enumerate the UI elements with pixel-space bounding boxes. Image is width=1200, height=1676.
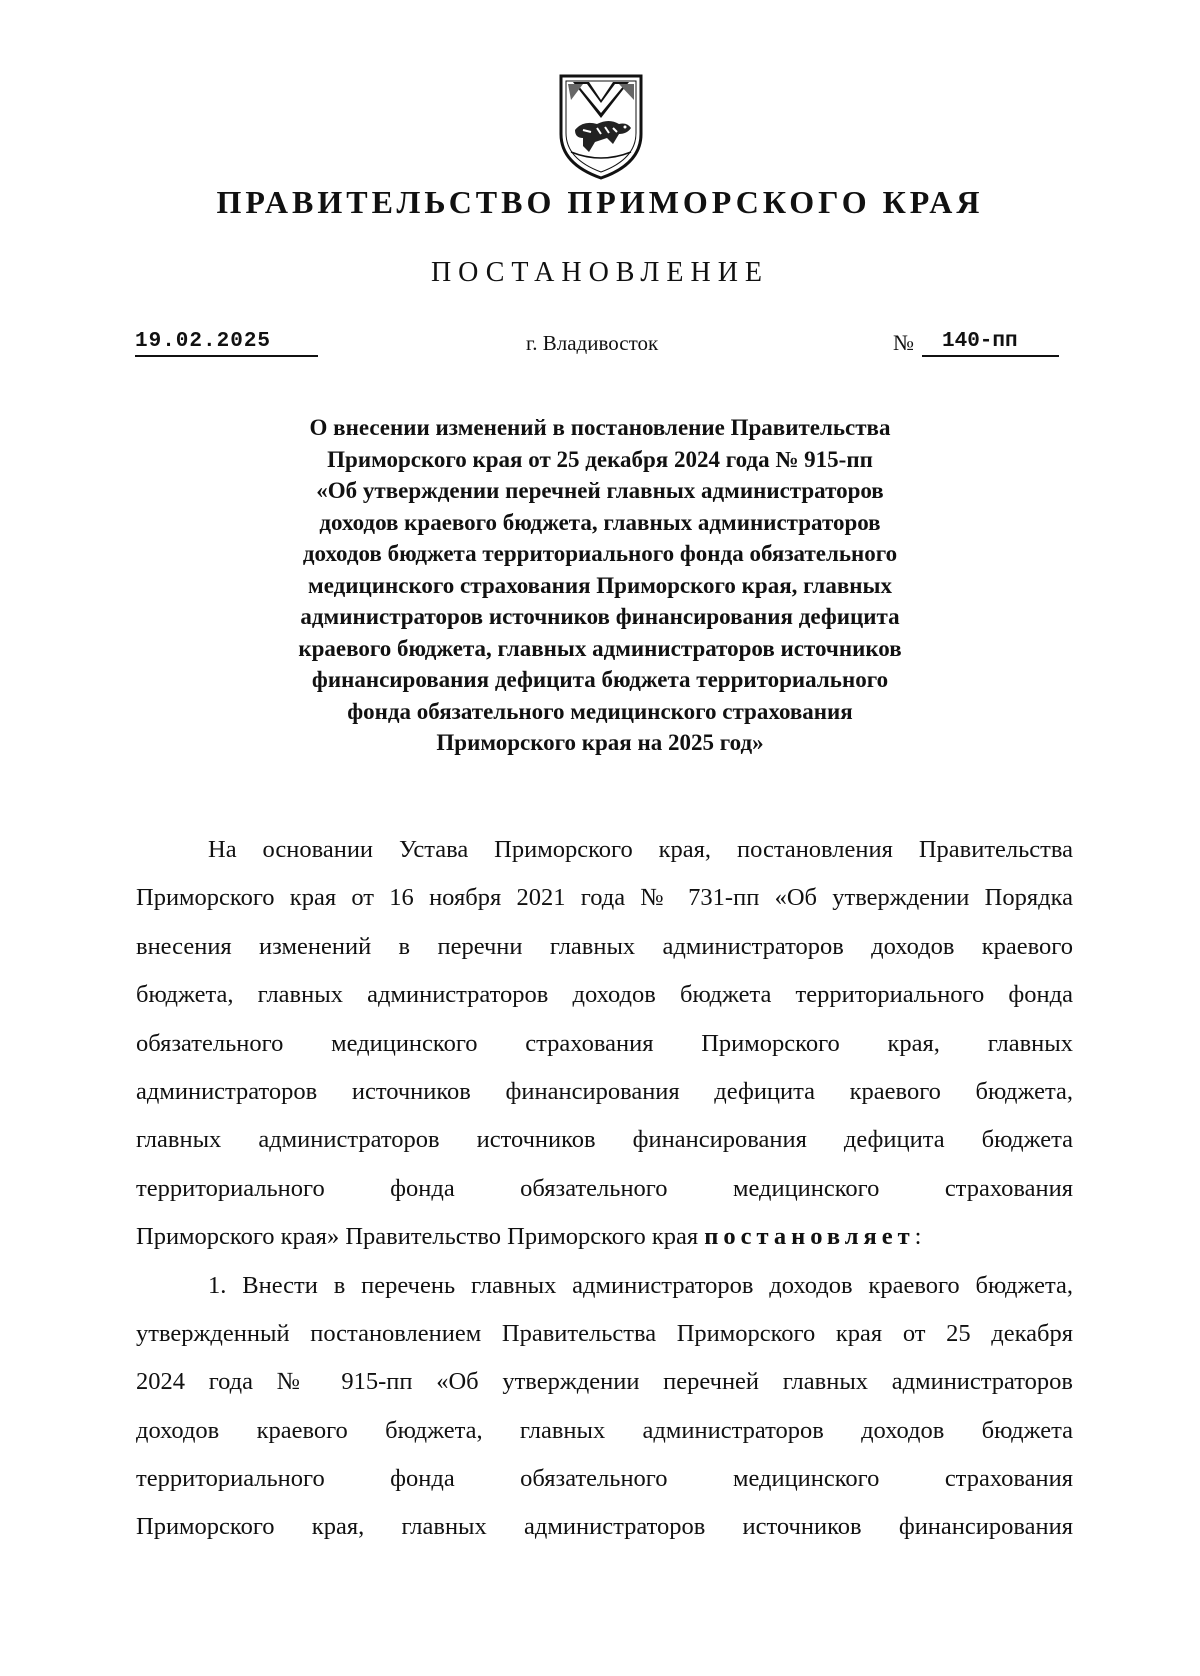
body-line: доходов краевого бюджета, главных администраторов доходов бюджета: [136, 1416, 1073, 1444]
subject-line: Приморского края на 2025 год»: [436, 730, 764, 755]
coat-of-arms-icon: [553, 72, 649, 182]
subject-line: Приморского края от 25 декабря 2024 года № 915-пп: [327, 446, 873, 472]
document-number-label: №: [893, 330, 914, 355]
subject-line: доходов бюджета территориального фонда обязательного: [302, 541, 898, 566]
subject-line: «Об утверждении перечней главных администраторов: [316, 478, 884, 503]
document-subject: [200, 412, 1000, 759]
body-line-final: [136, 1213, 1073, 1261]
body-line: Приморского края от 16 ноября 2021 года № 731-пп «Об утверждении Порядка: [136, 884, 1073, 912]
document-type: ПОСТАНОВЛЕНИЕ: [430, 257, 770, 288]
document-city: г. Владивосток: [526, 331, 659, 355]
document-number: 140-пп: [922, 329, 1059, 357]
body-line: территориального фонда обязательного медицинского страхования: [136, 1174, 1073, 1202]
body-line-prefix: Приморского края» Правительство Приморского края: [136, 1223, 705, 1251]
document-body: [136, 826, 1073, 1552]
document-date: 19.02.2025: [135, 329, 318, 357]
subject-line: доходов краевого бюджета, главных администраторов: [319, 509, 881, 535]
subject-line: фонда обязательного медицинского страхования: [347, 698, 853, 724]
preamble-paragraph: [136, 826, 1073, 1262]
body-line: администраторов источников финансирования дефицита краевого бюджета,: [136, 1077, 1073, 1105]
body-line: главных администраторов источников финансирования дефицита бюджета: [136, 1126, 1073, 1154]
subject-line: краевого бюджета, главных администраторов источников: [298, 635, 902, 661]
body-line: территориального фонда обязательного медицинского страхования: [136, 1465, 1073, 1493]
body-line: бюджета, главных администраторов доходов бюджета территориального фонда: [136, 981, 1073, 1009]
body-line: Приморского края, главных администраторов источников финансирования: [136, 1513, 1073, 1541]
resolves-word: постановляет: [704, 1223, 915, 1251]
body-line: На основании Устава Приморского края, постановления Правительства: [208, 836, 1073, 863]
document-meta-row: [0, 324, 1200, 364]
body-line: внесения изменений в перечни главных администраторов доходов краевого: [136, 932, 1073, 960]
item-1-paragraph: [136, 1262, 1073, 1552]
government-title: ПРАВИТЕЛЬСТВО ПРИМОРСКОГО КРАЯ: [216, 184, 984, 220]
subject-line: финансирования дефицита бюджета территориального: [311, 667, 889, 692]
subject-line: медицинского страхования Приморского края, главных: [308, 572, 892, 598]
body-line: 2024 года № 915-пп «Об утверждении перечней главных администраторов: [136, 1368, 1073, 1396]
subject-line: О внесении изменений в постановление Правительства: [309, 415, 891, 440]
body-line: обязательного медицинского страхования Приморского края, главных: [136, 1029, 1073, 1057]
body-line: утвержденный постановлением Правительства Приморского края от 25 декабря: [136, 1319, 1073, 1347]
body-line: 1. Внести в перечень главных администраторов доходов краевого бюджета,: [208, 1271, 1073, 1299]
subject-line: администраторов источников финансирования дефицита: [300, 604, 900, 629]
body-line-suffix: :: [914, 1223, 922, 1251]
